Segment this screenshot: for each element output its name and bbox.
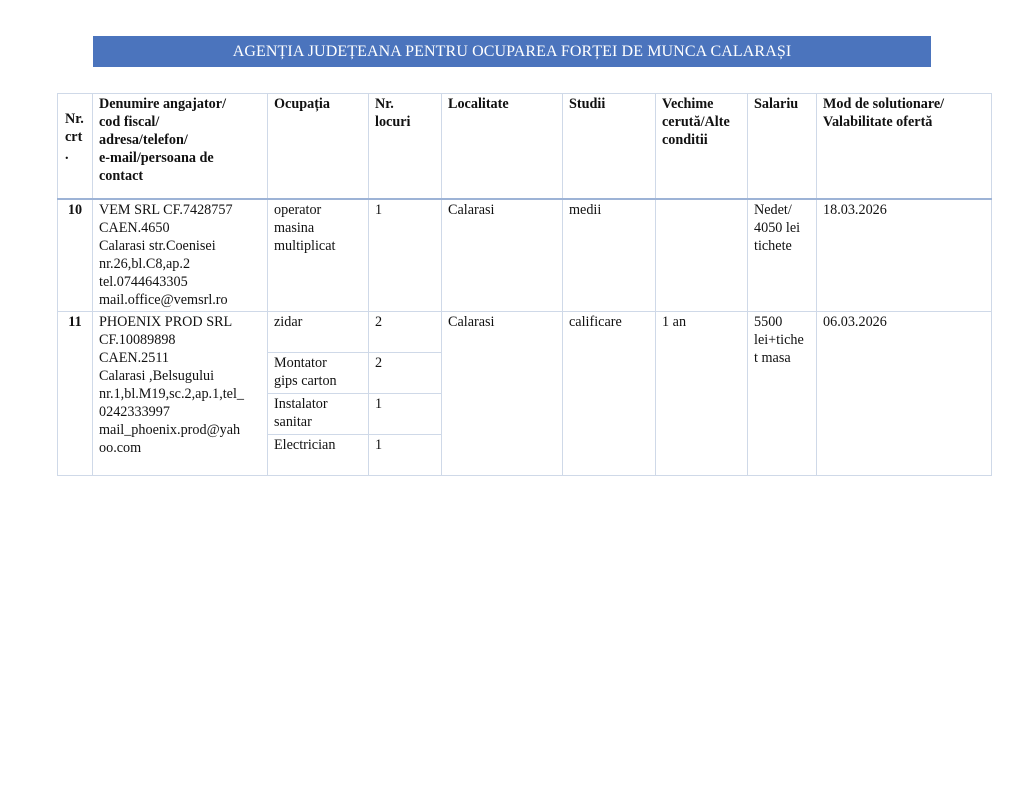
header-occupation: Ocupația xyxy=(268,94,369,200)
table-header-row xyxy=(58,94,992,200)
salary-cell: 5500 lei+tiche t masa xyxy=(748,312,817,476)
places-cell: 1 xyxy=(369,394,442,435)
employer-details: PHOENIX PROD SRL CF.10089898 CAEN.2511 Calarasi ,Belsugului nr.1,bl.M19,sc.2,ap.1,tel_ 0242333997 mail_phoenix.prod@yah oo.com xyxy=(93,312,268,476)
occupation-cell: Montator gips carton xyxy=(268,353,369,394)
header-salary: Salariu xyxy=(748,94,817,200)
places-cell: 1 xyxy=(369,199,442,312)
header-employer: Denumire angajator/ cod fiscal/ adresa/telefon/ e-mail/persoana de contact xyxy=(93,94,268,200)
header-locality: Localitate xyxy=(442,94,563,200)
experience-cell: 1 an xyxy=(656,312,748,476)
header-experience: Vechime cerută/Alte conditii xyxy=(656,94,748,200)
job-offers-table xyxy=(57,93,992,476)
occupation-cell: zidar xyxy=(268,312,369,353)
studies-cell: calificare xyxy=(563,312,656,476)
validity-cell: 18.03.2026 xyxy=(817,199,992,312)
salary-cell: Nedet/ 4050 lei tichete xyxy=(748,199,817,312)
page-title: AGENȚIA JUDEȚEANA PENTRU OCUPAREA FORȚEI DE MUNCA CALARAȘI xyxy=(93,36,931,67)
places-cell: 1 xyxy=(369,435,442,476)
table-row xyxy=(58,199,992,312)
occupation-cell: operator masina multiplicat xyxy=(268,199,369,312)
occupation-cell: Electrician xyxy=(268,435,369,476)
employer-details: VEM SRL CF.7428757 CAEN.4650 Calarasi str.Coenisei nr.26,bl.C8,ap.2 tel.0744643305 mail.office@vemsrl.ro xyxy=(93,199,268,312)
header-validity: Mod de solutionare/ Valabilitate ofertă xyxy=(817,94,992,200)
locality-cell: Calarasi xyxy=(442,312,563,476)
occupation-cell: Instalator sanitar xyxy=(268,394,369,435)
header-nr-crt: Nr. crt . xyxy=(58,94,93,200)
validity-cell: 06.03.2026 xyxy=(817,312,992,476)
places-cell: 2 xyxy=(369,312,442,353)
experience-cell xyxy=(656,199,748,312)
studies-cell: medii xyxy=(563,199,656,312)
locality-cell: Calarasi xyxy=(442,199,563,312)
header-places: Nr. locuri xyxy=(369,94,442,200)
row-number: 10 xyxy=(58,199,93,312)
table-row xyxy=(58,312,992,353)
places-cell: 2 xyxy=(369,353,442,394)
row-number: 11 xyxy=(58,312,93,476)
header-studies: Studii xyxy=(563,94,656,200)
